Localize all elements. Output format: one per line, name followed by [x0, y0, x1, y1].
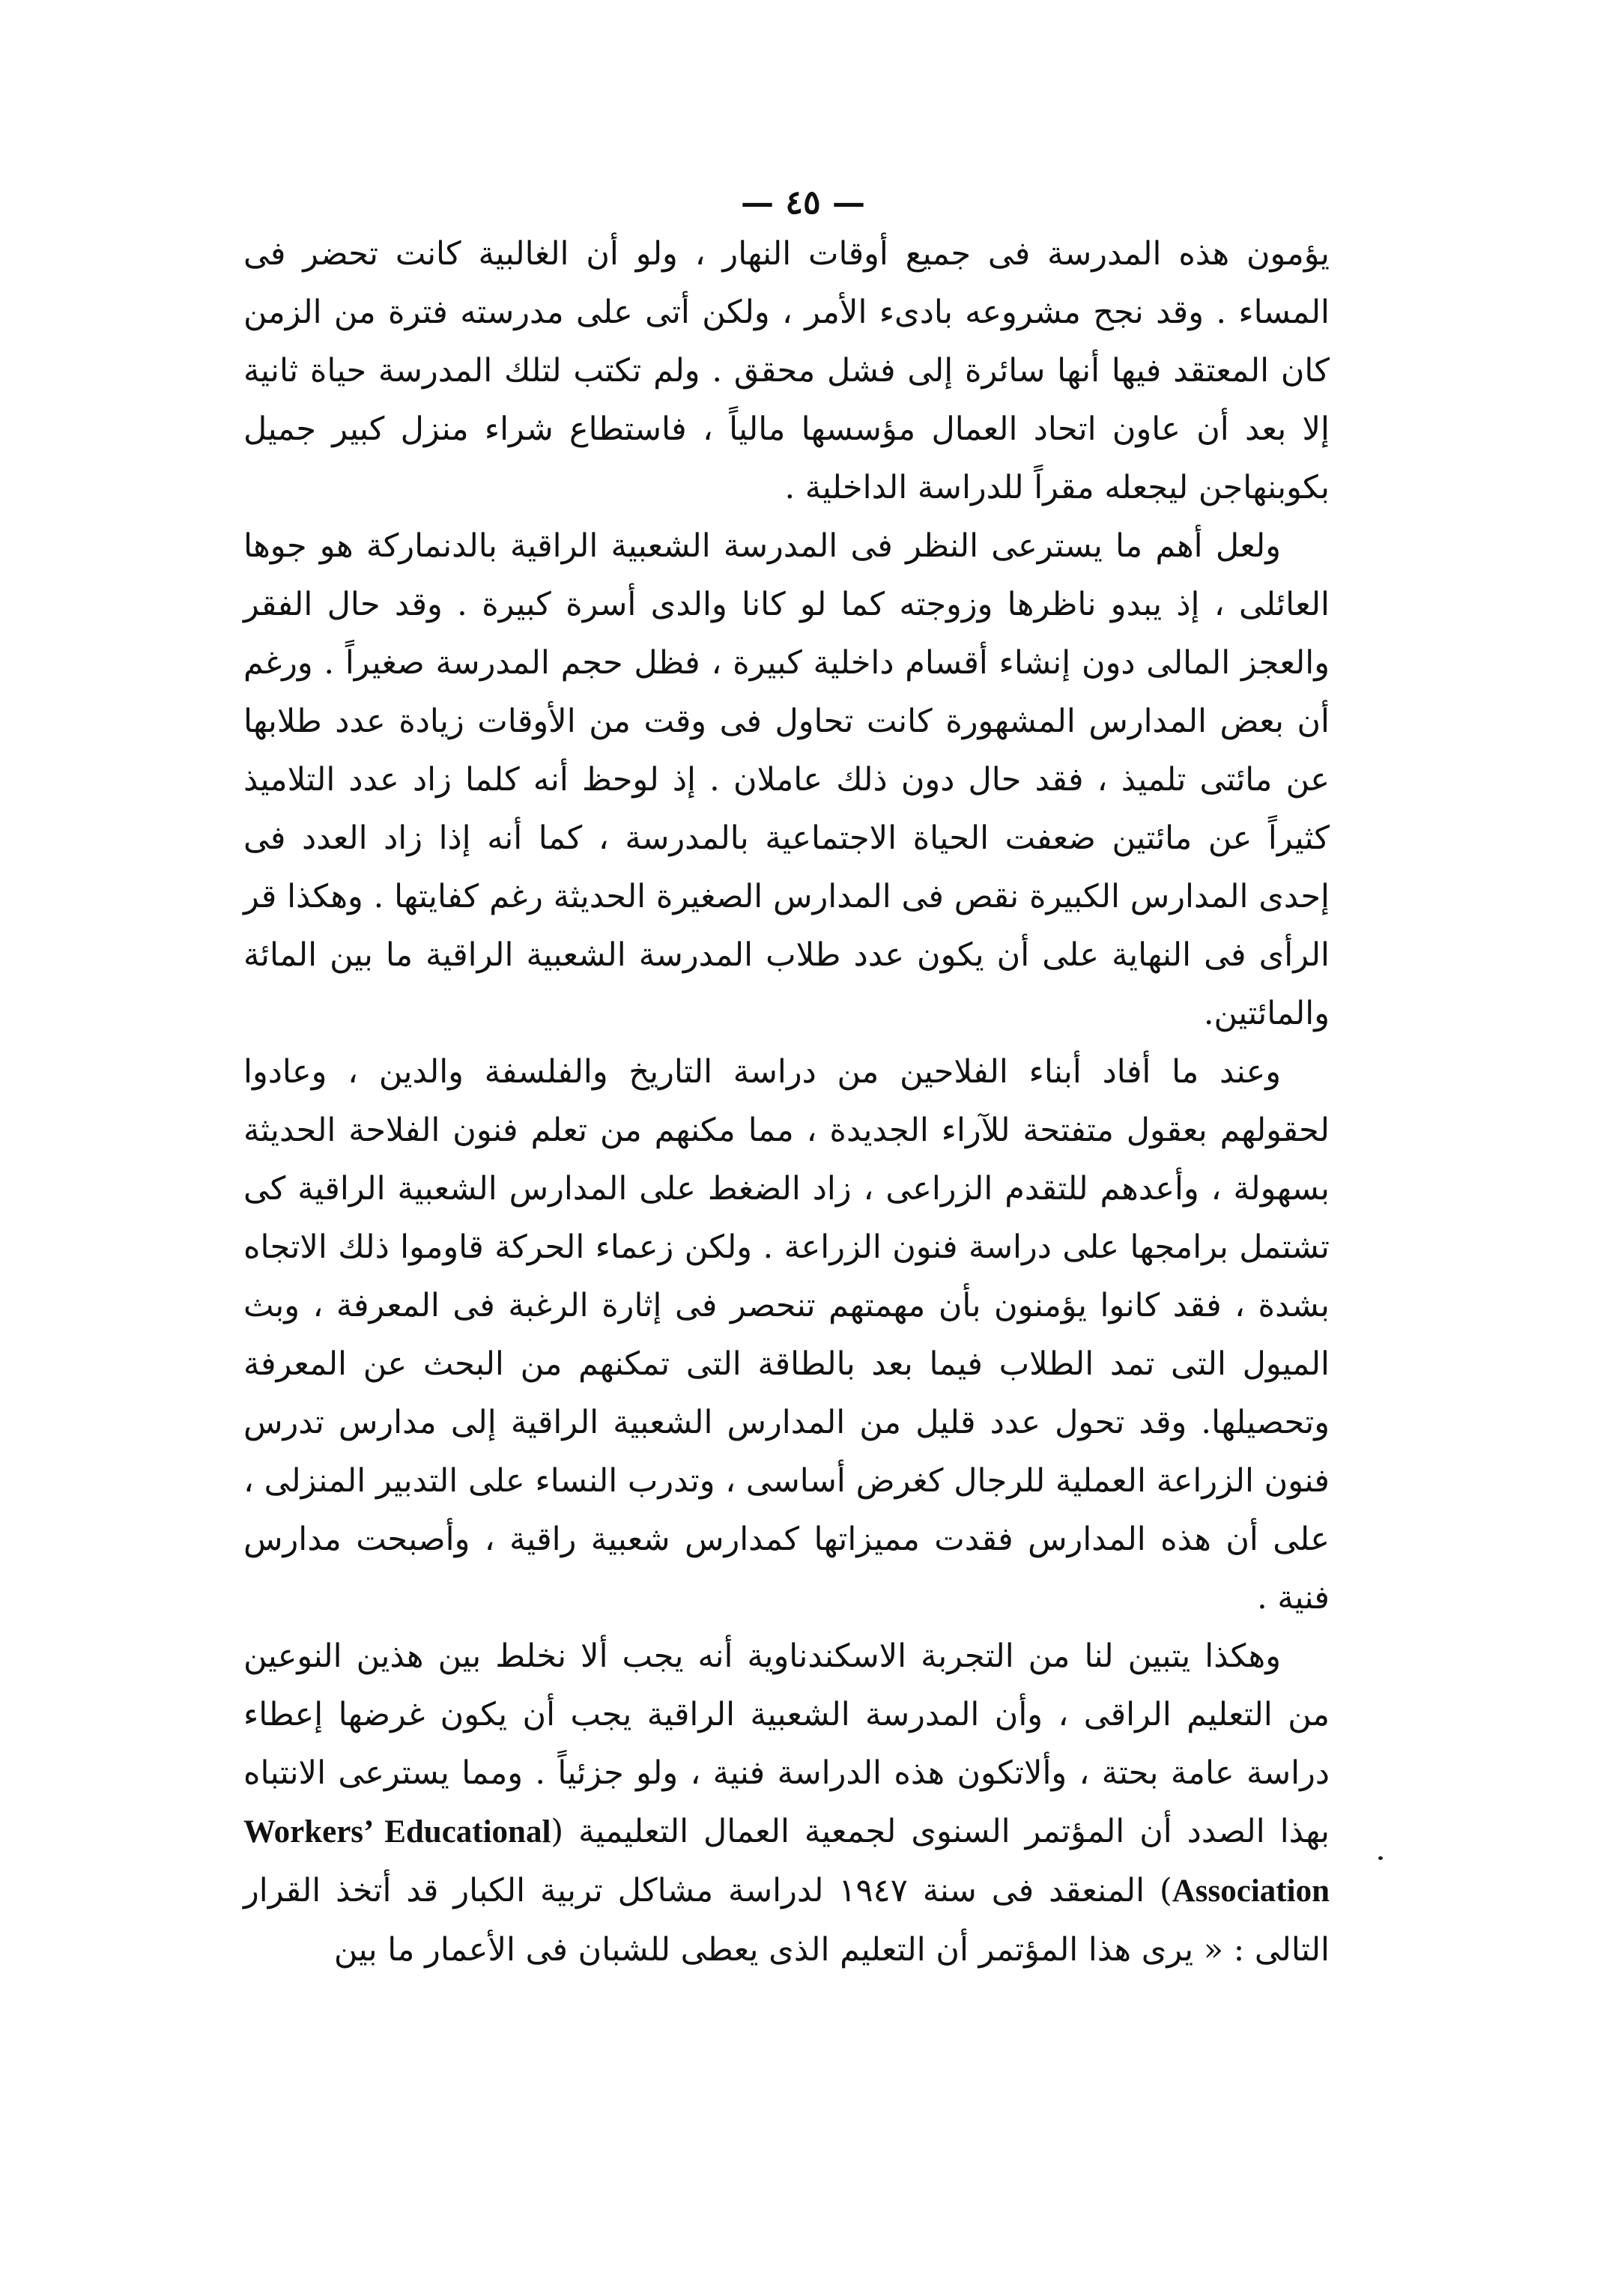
ink-speck — [1378, 1856, 1383, 1860]
english-organization-name: Workers’ Educational Association — [243, 1814, 1330, 1909]
paragraph-1: يؤمون هذه المدرسة فى جميع أوقات النهار ، ولو أن الغالبية كانت تحضر فى المساء . وقد نجح مشروعه بادىء الأمر ، ولكن أتى على مدرسته فترة من الزمن كان المعتقد فيها أنها سائرة إلى فشل محقق . ولم تكتب لتلك المدرسة حياة ثانية إلا بعد أن عاون اتحاد العمال مؤسسها مالياً ، فاستطاع شراء منزل كبير جميل بكوبنهاجن ليجعله مقراً للدراسة الداخلية . — [243, 235, 1330, 506]
paragraph-4-text-after: ) المنعقد فى سنة ١٩٤٧ لدراسة مشاكل تربية الكبار قد أتخذ القرار التالى : « يرى هذا المؤتمر أن التعليم الذى يعطى للشبان فى الأعمار ما بين — [243, 1872, 1330, 1969]
body-text — [243, 225, 1330, 1979]
paragraph-2: ولعل أهم ما يسترعى النظر فى المدرسة الشعبية الراقية بالدنماركة هو جوها العائلى ، إذ يبدو ناظرها وزوجته كما لو كانا والدى أسرة كبيرة . وقد حال الفقر والعجز المالى دون إنشاء أقسام داخلية كبيرة ، فظل حجم المدرسة صغيراً . ورغم أن بعض المدارس المشهورة كانت تحاول فى وقت من الأوقات زيادة عدد طلابها عن مائتى تلميذ ، فقد حال دون ذلك عاملان . إذ لوحظ أنه كلما زاد عدد التلاميذ كثيراً عن مائتين ضعفت الحياة الاجتماعية بالمدرسة ، كما أنه إذا زاد العدد فى إحدى المدارس الكبيرة نقص فى المدارس الصغيرة الحديثة رغم كفايتها . وهكذا قر الرأى فى النهاية على أن يكون عدد طلاب المدرسة الشعبية الراقية ما بين المائة والمائتين. — [243, 527, 1330, 1032]
paragraph-3: وعند ما أفاد أبناء الفلاحين من دراسة التاريخ والفلسفة والدين ، وعادوا لحقولهم بعقول متفتحة للآراء الجديدة ، مما مكنهم من تعلم فنون الفلاحة الحديثة بسهولة ، وأعدهم للتقدم الزراعى ، زاد الضغط على المدارس الشعبية الراقية كى تشتمل برامجها على دراسة فنون الزراعة . ولكن زعماء الحركة قاوموا ذلك الاتجاه بشدة ، فقد كانوا يؤمنون بأن مهمتهم تنحصر فى إثارة الرغبة فى المعرفة ، وبث الميول التى تمد الطلاب فيما بعد بالطاقة التى تمكنهم من البحث عن المعرفة وتحصيلها. وقد تحول عدد قليل من المدارس الشعبية الراقية إلى مدارس تدرس فنون الزراعة العملية للرجال كغرض أساسى ، وتدرب النساء على التدبير المنزلى ، على أن هذه المدارس فقدت مميزاتها كمدارس شعبية راقية ، وأصبحت مدارس فنية . — [243, 1053, 1330, 1617]
page-number: — ٤٥ — — [741, 184, 865, 222]
paragraph-4-text-before: وهكذا يتبين لنا من التجربة الاسكندناوية أنه يجب ألا نخلط بين هذين النوعين من التعليم الراقى ، وأن المدرسة الشعبية الراقية يجب أن يكون غرضها إعطاء دراسة عامة بحتة ، وألاتكون هذه الدراسة فنية ، ولو جزئياً . ومما يسترعى الانتباه بهذا الصدد أن المؤتمر السنوى لجمعية العمال التعليمية ( — [243, 1638, 1330, 1850]
paragraph-4 — [243, 1627, 1330, 1979]
